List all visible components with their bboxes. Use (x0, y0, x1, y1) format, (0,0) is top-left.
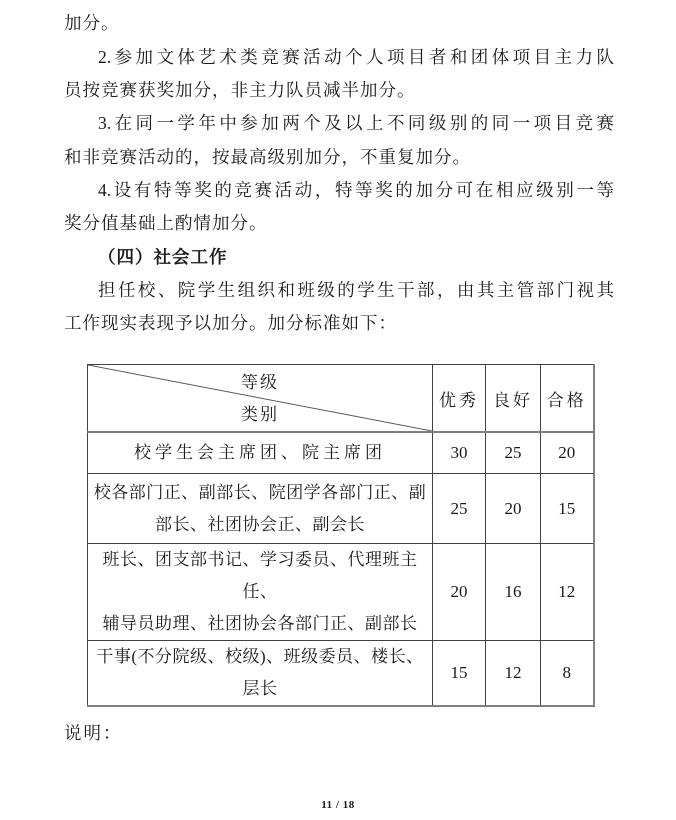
category-text: 校各部门正、副部长、院团学各部门正、副 (93, 482, 427, 502)
score-cell: 12 (486, 641, 541, 707)
score-cell: 8 (541, 641, 594, 707)
body-line: 3.在同一学年中参加两个及以上不同级别的同一项目竞赛 (98, 113, 614, 133)
category-text: 校学生会主席团、院主席团 (134, 443, 386, 462)
score-cell: 20 (541, 432, 594, 474)
category-text: 干事(不分院级、校级)、班级委员、楼长、 (96, 647, 424, 666)
social-work-score-table (87, 364, 595, 707)
score-cell: 15 (433, 641, 486, 707)
category-cell (88, 641, 433, 707)
table-row (88, 432, 594, 474)
body-line: 和非竞赛活动的，按最高级别加分，不重复加分。 (64, 147, 471, 167)
column-header-pass: 合格 (541, 365, 594, 433)
score-cell: 16 (486, 544, 541, 641)
score-cell: 30 (433, 432, 486, 474)
body-line: 工作现实表现予以加分。加分标准如下： (64, 313, 397, 333)
corner-label-category: 类别 (241, 405, 279, 424)
column-header-excellent: 优秀 (433, 365, 486, 433)
table-row (88, 474, 594, 544)
corner-label-grade: 等级 (241, 373, 279, 392)
page-number: 11 / 18 (321, 799, 355, 811)
body-line: 加分。 (64, 13, 120, 33)
column-header-good: 良好 (486, 365, 541, 433)
score-cell: 12 (541, 544, 594, 641)
body-line: 2.参加文体艺术类竞赛活动个人项目者和团体项目主力队 (98, 47, 614, 67)
category-text: 辅导员助理、社团协会各部门正、副部长 (102, 614, 418, 633)
category-cell (88, 432, 433, 474)
category-text: 部长、社团协会正、副会长 (155, 514, 365, 534)
category-cell (88, 474, 433, 544)
score-cell: 25 (433, 474, 486, 544)
score-cell: 15 (541, 474, 594, 544)
table-row (88, 641, 594, 707)
table-header-row (88, 365, 594, 433)
body-line: 4.设有特等奖的竞赛活动，特等奖的加分可在相应级别一等 (98, 180, 614, 200)
category-text: 班长、团支部书记、学习委员、代理班主任、 (102, 550, 418, 601)
body-line: 员按竞赛获奖加分，非主力队员减半加分。 (64, 80, 416, 100)
diagonal-corner-cell (88, 365, 433, 433)
score-cell: 20 (486, 474, 541, 544)
section-heading: （四）社会工作 (98, 247, 228, 267)
table-row (88, 544, 594, 641)
body-line: 担任校、院学生组织和班级的学生干部，由其主管部门视其 (98, 280, 614, 300)
body-line: 奖分值基础上酌情加分。 (64, 213, 268, 233)
score-cell: 25 (486, 432, 541, 474)
score-cell: 20 (433, 544, 486, 641)
note-label: 说明： (64, 723, 123, 743)
category-cell (88, 544, 433, 641)
category-text: 层长 (242, 679, 278, 698)
